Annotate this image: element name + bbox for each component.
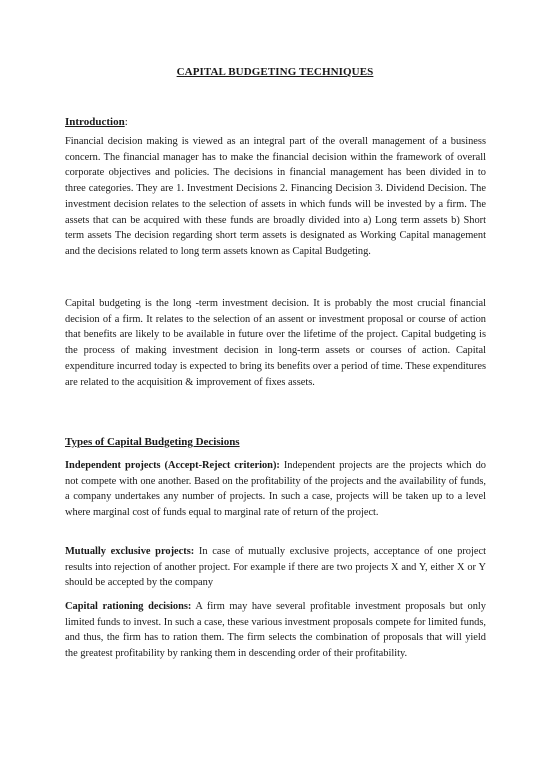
mutually-exclusive-body: In case of mutually exclusive projects, acceptance of one project results into rejection of another project. For example if there are two projects X and Y, either X or Y should be accepted by the company xyxy=(65,546,486,589)
mutually-exclusive-lead: Mutually exclusive projects: xyxy=(65,546,195,557)
mutually-exclusive-paragraph xyxy=(65,544,486,591)
capital-rationing-paragraph xyxy=(65,599,486,662)
types-heading: Types of Capital Budgeting Decisions xyxy=(65,436,240,448)
introduction-heading-colon: : xyxy=(124,116,128,128)
introduction-paragraph-2: Capital budgeting is the long -term investment decision. It is probably the most crucial financial decision of a firm. It relates to the selection of an assent or investment proposal or course of action that benefits are likely to be available in future over the lifetime of the project. Capital budgeting is the process of making investment decision in long-term assets or courses of action. Capital expenditure incurred today is expected to bring its benefits over a period of time. These expenditures are related to the acquisition & improvement of fixes assets. xyxy=(65,298,486,388)
independent-projects-body: Independent projects are the projects which do not compete with one another. Based on the profitability of the projects and the availability of funds, a company undertakes any number of projects. In such a case, projects will be taken up to a level where marginal cost of funds equal to marginal rate of return of the project. xyxy=(65,460,486,519)
independent-projects-paragraph xyxy=(65,458,486,521)
introduction-heading-row xyxy=(65,112,486,130)
capital-rationing-body: A firm may have several profitable investment proposals but only limited funds to invest. In such a case, these various investment proposals compete for limited funds, and thus, the firm has to ration them. The firm selects the combination of proposals that will yield the greatest profitability by ranking them in descending order of their profitability. xyxy=(65,601,486,660)
capital-rationing-lead: Capital rationing decisions: xyxy=(65,601,192,612)
introduction-paragraph-1: Financial decision making is viewed as an integral part of the overall management of a business concern. The financial manager has to make the financial decision within the framework of overall corporate objectives and policies. The decisions in financial management has been divided in to three categories. They are 1. Investment Decisions 2. Financing Decision 3. Dividend Decision. The investment decision relates to the selection of assets in which funds will be invested by a firm. The assets that can be acquired with these funds are broadly divided into a) Long term assets b) Short term assets The decision regarding short term assets is designated as Working Capital management and the decisions related to long term assets known as Capital Budgeting. xyxy=(65,136,486,257)
independent-projects-lead: Independent projects (Accept-Reject criterion): xyxy=(65,460,280,471)
page-title: CAPITAL BUDGETING TECHNIQUES xyxy=(176,66,374,78)
introduction-heading: Introduction xyxy=(65,116,125,128)
